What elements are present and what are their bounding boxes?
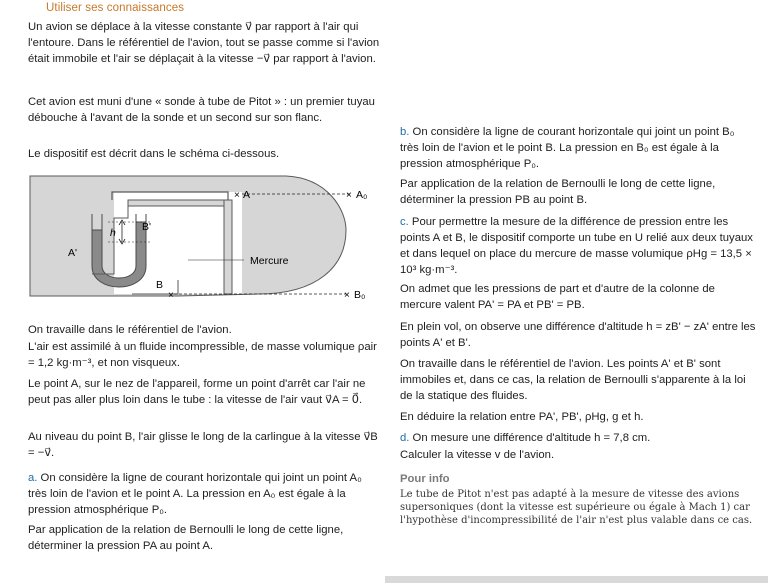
question-d — [400, 431, 756, 447]
question-d-2: Calculer la vitesse v de l'avion. — [400, 449, 555, 461]
intro-paragraph-1: Un avion se déplace à la vitesse constante v⃗ par rapport à l'air qui l'entoure. Dans le référentiel de l'avion, tout se passe comme si l'avion était immobile et l'air se déplaçait à la vitesse −v⃗ par rapport à l'avion. — [28, 21, 380, 65]
question-d-letter: d. — [400, 432, 410, 444]
tube-right — [224, 200, 232, 294]
bottom-bar — [385, 576, 768, 583]
question-b — [400, 125, 756, 173]
label-A-prime: A' — [68, 247, 78, 259]
tube-top — [128, 200, 232, 206]
body-left-p3: Le point A, sur le nez de l'appareil, forme un point d'arrêt car l'air ne peut pas aller plus loin dans le tube : la vitesse de l'air vaut v⃗A = 0⃗. — [28, 378, 366, 406]
question-b-letter: b. — [400, 126, 410, 138]
question-a-text: On considère la ligne de courant horizontale qui joint un point A₀ très loin de l'avion et le point A. La pression en A₀ est égale à la pression atmosphérique P₀. — [28, 472, 362, 516]
question-c-letter: c. — [400, 216, 409, 228]
label-B0: B₀ — [354, 289, 366, 301]
label-A0: A₀ — [356, 189, 368, 201]
info-text: Le tube de Pitot n'est pas adapté à la mesure de vitesse des avions supersoniques (dont la vitesse est supérieure ou égale à Mach 1) car l'hypothèse d'incompressibilité de l'air n'est plus valable dans ce cas. — [400, 489, 753, 527]
question-c-3: En plein vol, on observe une différence d'altitude h = zB' − zA' entre les points A' et B'. — [400, 321, 756, 349]
question-a-2: Par application de la relation de Bernoulli le long de cette ligne, déterminer la pression PA au point A. — [28, 524, 344, 552]
question-c-5: En déduire la relation entre PA', PB', ρHg, g et h. — [400, 411, 644, 423]
question-b-2: Par application de la relation de Bernoulli le long de cette ligne, déterminer la pression PB au point B. — [400, 178, 716, 206]
intro-paragraph-3: Le dispositif est décrit dans le schéma ci-dessous. — [28, 148, 280, 160]
question-a — [28, 471, 380, 519]
marker-A0: × — [346, 190, 352, 201]
label-B: B — [156, 279, 164, 291]
marker-A: × — [234, 190, 240, 201]
question-b-text: On considère la ligne de courant horizontale qui joint un point B₀ très loin de l'avion et le point B. La pression en B₀ est égale à la pression atmosphérique P₀. — [400, 126, 735, 170]
question-d-text: On mesure une différence d'altitude h = 7,8 cm. — [409, 432, 651, 444]
question-c — [400, 215, 756, 279]
label-A: A — [243, 189, 251, 201]
pitot-diagram — [28, 170, 384, 318]
section-title: Utiliser ses connaissances — [46, 2, 185, 14]
marker-B: × — [168, 290, 174, 301]
intro-paragraph-2: Cet avion est muni d'une « sonde à tube de Pitot » : un premier tuyau débouche à l'avant de la sonde et un second sur son flanc. — [28, 96, 375, 124]
body-left-p4: Au niveau du point B, l'air glisse le long de la carlingue à la vitesse v⃗B = −v⃗. — [28, 431, 378, 459]
label-h: h — [110, 227, 116, 239]
question-a-letter: a. — [28, 472, 38, 484]
info-title: Pour info — [400, 473, 450, 485]
body-left-p2: L'air est assimilé à un fluide incompressible, de masse volumique ρair = 1,2 kg·m⁻³, et non visqueux. — [28, 341, 377, 369]
marker-B0: × — [344, 290, 350, 301]
question-c-2: On admet que les pressions de part et d'autre de la colonne de mercure valent PA' = PA et PB' = PB. — [400, 283, 715, 311]
question-c-4: On travaille dans le référentiel de l'avion. Les points A' et B' sont immobiles et, dans ce cas, la relation de Bernoulli s'apparente à la loi de la statique des fluides. — [400, 358, 746, 402]
label-B-prime: B' — [142, 221, 152, 233]
question-c-text: Pour permettre la mesure de la différence de pression entre les points A et B, le dispositif comporte un tube en U relié aux deux tuyaux et dans lequel on place du mercure de masse volumique ρHg = 13,5 × 10³ kg·m⁻³. — [400, 216, 753, 276]
label-mercury: Mercure — [250, 255, 289, 267]
body-left-p1: On travaille dans le référentiel de l'avion. — [28, 324, 232, 336]
